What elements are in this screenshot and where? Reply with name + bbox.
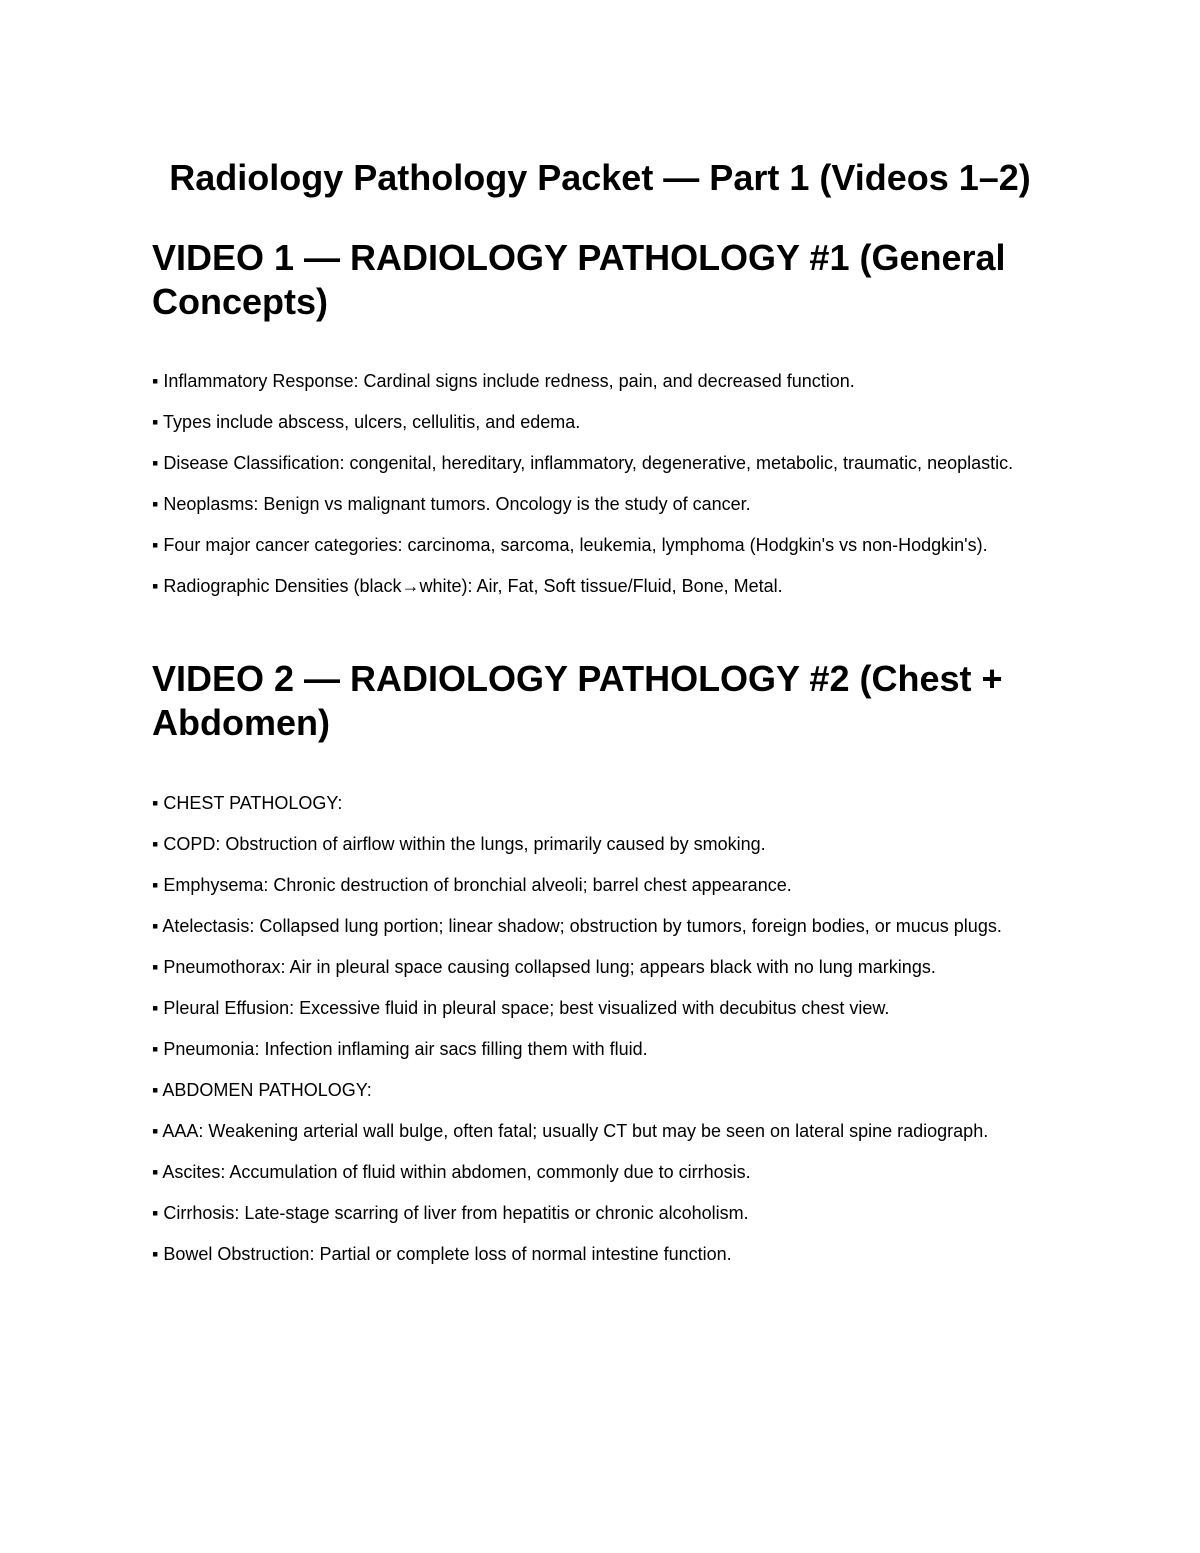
list-item: ▪ Cirrhosis: Late-stage scarring of liver from hepatitis or chronic alcoholism. — [152, 1203, 749, 1223]
list-item: ▪ COPD: Obstruction of airflow within the lungs, primarily caused by smoking. — [152, 834, 766, 854]
list-item: ▪ Disease Classification: congenital, hereditary, inflammatory, degenerative, metabolic, traumatic, neoplastic. — [152, 453, 1014, 473]
list-item: ▪ ABDOMEN PATHOLOGY: — [152, 1080, 372, 1100]
bullet-list — [152, 792, 1032, 1266]
list-item: ▪ Atelectasis: Collapsed lung portion; linear shadow; obstruction by tumors, foreign bodies, or mucus plugs. — [152, 916, 1002, 936]
section-video-2 — [152, 657, 1032, 1284]
section-heading: VIDEO 2 — RADIOLOGY PATHOLOGY #2 (Chest + Abdomen) — [152, 658, 1003, 743]
document-title: Radiology Pathology Packet — Part 1 (Videos 1–2) — [169, 157, 1031, 198]
list-item: ▪ Neoplasms: Benign vs malignant tumors. Oncology is the study of cancer. — [152, 494, 751, 514]
list-item: ▪ Emphysema: Chronic destruction of bronchial alveoli; barrel chest appearance. — [152, 875, 792, 895]
list-item: ▪ Ascites: Accumulation of fluid within abdomen, commonly due to cirrhosis. — [152, 1162, 751, 1182]
list-item: ▪ AAA: Weakening arterial wall bulge, often fatal; usually CT but may be seen on lateral spine radiograph. — [152, 1121, 989, 1141]
list-item: ▪ Pleural Effusion: Excessive fluid in pleural space; best visualized with decubitus chest view. — [152, 998, 890, 1018]
section-heading: VIDEO 1 — RADIOLOGY PATHOLOGY #1 (General Concepts) — [152, 237, 1006, 322]
bullet-list — [152, 370, 1032, 598]
list-item: ▪ Bowel Obstruction: Partial or complete loss of normal intestine function. — [152, 1244, 732, 1264]
list-item: ▪ Types include abscess, ulcers, cellulitis, and edema. — [152, 412, 581, 432]
list-item: ▪ Radiographic Densities (black→white): Air, Fat, Soft tissue/Fluid, Bone, Metal. — [152, 576, 783, 596]
list-item: ▪ Pneumonia: Infection inflaming air sacs filling them with fluid. — [152, 1039, 648, 1059]
section-video-1 — [152, 236, 1032, 616]
list-item: ▪ Four major cancer categories: carcinoma, sarcoma, leukemia, lymphoma (Hodgkin's vs non-Hodgkin's). — [152, 535, 988, 555]
list-item: ▪ CHEST PATHOLOGY: — [152, 793, 343, 813]
list-item: ▪ Inflammatory Response: Cardinal signs include redness, pain, and decreased function. — [152, 371, 855, 391]
list-item: ▪ Pneumothorax: Air in pleural space causing collapsed lung; appears black with no lung markings. — [152, 957, 936, 977]
